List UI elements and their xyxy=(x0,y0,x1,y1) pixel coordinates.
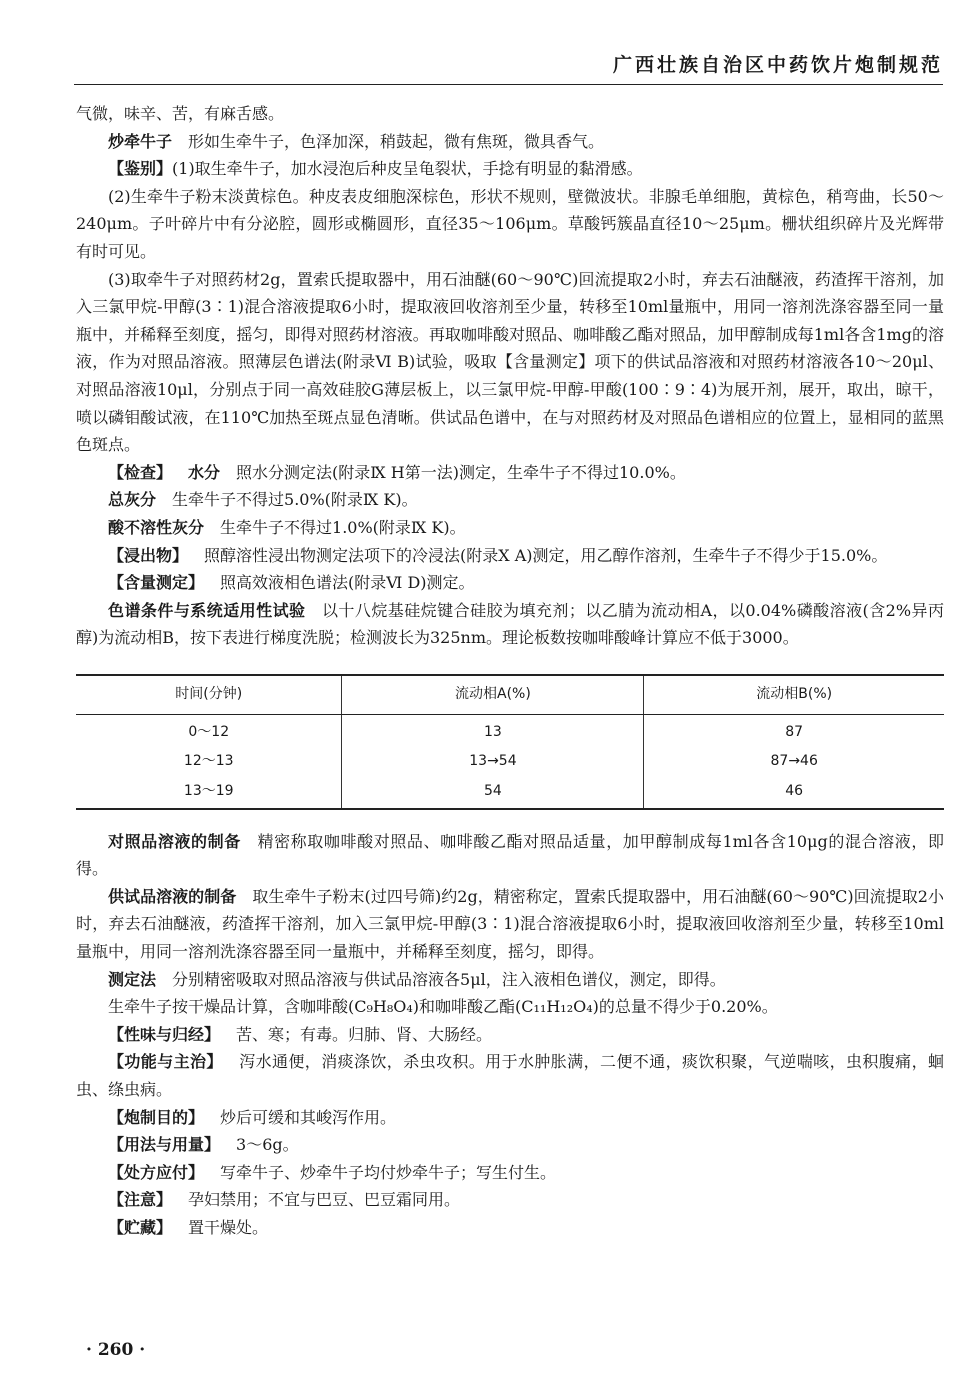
text-zhuyi: 孕妇禁用；不宜与巴豆、巴豆霜同用。 xyxy=(188,1190,461,1210)
heading-hanliang: 【含量测定】 xyxy=(108,573,205,593)
paragraph-zhuyi xyxy=(76,1186,944,1214)
text-cedingfa: 分别精密吸取对照品溶液与供试品溶液各5μl，注入液相色谱仪，测定，即得。 xyxy=(172,969,726,989)
text-hanliang: 照高效液相色谱法(附录Ⅵ D)测定。 xyxy=(220,573,475,593)
heading-xingwei: 【性味与归经】 xyxy=(108,1024,221,1044)
heading-gongneng: 【功能与主治】 xyxy=(108,1052,223,1072)
paragraph-intro: 气微，味辛、苦，有麻舌感。 xyxy=(76,104,285,123)
text-sepu: 以十八烷基硅烷键合硅胶为填充剂；以乙腈为流动相A，以0.04%磷酸溶液(含2%异丙醇)为流动相B，按下表进行梯度洗脱；检测波长为325nm。理论板数按咖啡酸峰计算应不低于3000。 xyxy=(76,600,944,648)
heading-duizhao: 对照品溶液的制备 xyxy=(108,831,241,851)
cell-phase-b: 87 xyxy=(644,714,944,747)
paragraph-chao xyxy=(76,128,944,156)
heading-sepu: 色谱条件与系统适用性试验 xyxy=(108,600,306,620)
paragraph-gongshi xyxy=(76,883,944,966)
paragraph-yongfa xyxy=(76,1131,944,1159)
text-zonghui: 生牵牛子不得过5.0%(附录Ⅸ K)。 xyxy=(172,490,418,510)
heading-jinchu: 【浸出物】 xyxy=(108,545,189,565)
text-jianbie-1: (1)取生牵牛子，加水浸泡后种皮呈龟裂状，手捻有明显的黏滑感。 xyxy=(172,159,643,179)
paragraph-gongneng xyxy=(76,1048,944,1103)
paragraph-paozhi xyxy=(76,1104,944,1132)
paragraph-jianbie-2: (2)生牵牛子粉末淡黄棕色。种皮表皮细胞深棕色，形状不规则，壁微波状。非腺毛单细胞，黄棕色，稍弯曲，长50～240μm。子叶碎片中有分泌腔，圆形或椭圆形，直径35～106μm。草酸钙簇晶直径10～25μm。栅状组织碎片及光辉带有时可见。 xyxy=(76,186,944,261)
paragraph-jianbie-1 xyxy=(76,155,944,183)
paragraph-ganzao: 生牵牛子按干燥品计算，含咖啡酸(C₉H₈O₄)和咖啡酸乙酯(C₁₁H₁₂O₄)的总量不得少于0.20%。 xyxy=(108,997,778,1017)
table-row xyxy=(76,747,944,777)
header-time: 时间(分钟) xyxy=(76,675,342,715)
text-yongfa: 3～6g。 xyxy=(236,1135,299,1155)
gradient-table xyxy=(76,674,944,810)
heading-suanbu: 酸不溶性灰分 xyxy=(108,517,205,537)
cell-phase-a: 13 xyxy=(342,714,644,747)
paragraph-jianbie-3: (3)取牵牛子对照药材2g，置索氏提取器中，用石油醚(60～90℃)回流提取2小时，弃去石油醚液，药渣挥干溶剂，加入三氯甲烷-甲醇(3∶1)混合溶液提取6小时，提取液回收溶剂至少量，转移至10ml量瓶中，用同一溶剂洗涤容器至同一量瓶中，并稀释至刻度，摇匀，即得对照药材溶液。再取咖啡酸对照品、咖啡酸乙酯对照品，加甲醇制成每1ml各含1mg的溶液，作为对照品溶液。照薄层色谱法(附录Ⅵ B)试验，吸取【含量测定】项下的供试品溶液和对照药材溶液各10～20μl、对照品溶液10μl，分别点于同一高效硅胶G薄层板上，以三氯甲烷-甲醇-甲酸(100∶9∶4)为展开剂，展开，取出，晾干，喷以磷钼酸试液，在110℃加热至斑点显色清晰。供试品色谱中，在与对照药材及对照品色谱相应的位置上，显相同的蓝黑色斑点。 xyxy=(76,269,944,455)
paragraph-hanliang xyxy=(76,569,944,597)
paragraph-zonghui xyxy=(76,486,944,514)
text-gongneng: 泻水通便，消痰涤饮，杀虫攻积。用于水肿胀满，二便不通，痰饮积聚，气逆喘咳，虫积腹痛，蛔虫、绦虫病。 xyxy=(76,1052,944,1099)
heading-cedingfa: 测定法 xyxy=(108,969,157,989)
cell-time: 0～12 xyxy=(188,723,230,740)
cell-time: 13～19 xyxy=(76,777,342,809)
heading-jiancha: 【检查】 xyxy=(108,462,173,482)
text-duizhao: 精密称取咖啡酸对照品、咖啡酸乙酯对照品适量，加甲醇制成每1ml各含10μg的混合溶液，即得。 xyxy=(76,831,944,879)
header-phase-b: 流动相B(%) xyxy=(644,675,944,715)
paragraph-jinchu xyxy=(76,542,944,570)
text-shuifen: 照水分测定法(附录Ⅸ H第一法)测定，生牵牛子不得过10.0%。 xyxy=(236,462,686,482)
table-row xyxy=(76,714,944,747)
header-phase-a: 流动相A(%) xyxy=(342,675,644,715)
paragraph-duizhao xyxy=(76,828,944,883)
page-number: · 260 · xyxy=(86,1340,146,1360)
paragraph-xingwei xyxy=(76,1021,944,1049)
paragraph-sepu xyxy=(76,597,944,652)
text-paozhi: 炒后可缓和其峻泻作用。 xyxy=(220,1107,397,1127)
table-header-row xyxy=(76,675,944,715)
heading-jianbie: 【鉴别】 xyxy=(108,159,173,179)
paragraph-shuifen xyxy=(76,459,944,487)
paragraph-cedingfa xyxy=(76,966,944,994)
heading-gongshi: 供试品溶液的制备 xyxy=(108,886,237,906)
text-zhucang: 置干燥处。 xyxy=(188,1217,269,1237)
heading-shuifen: 水分 xyxy=(188,462,221,482)
cell-time: 12～13 xyxy=(183,753,234,770)
page-body xyxy=(76,100,944,1242)
cell-phase-b: 46 xyxy=(644,777,944,809)
text-chufang: 写牵牛子、炒牵牛子均付炒牵牛子；写生付生。 xyxy=(220,1162,557,1182)
cell-phase-a: 54 xyxy=(342,777,644,809)
paragraph-zhucang xyxy=(76,1214,944,1242)
text-chao: 形如生牵牛子，色泽加深，稍鼓起，微有焦斑，微具香气。 xyxy=(188,131,605,151)
text-suanbu: 生牵牛子不得过1.0%(附录Ⅸ K)。 xyxy=(220,517,466,537)
text-gongshi: 取生牵牛子粉末(过四号筛)约2g，精密称定，置索氏提取器中，用石油醚(60～90℃)回流提取2小时，弃去石油醚液，药渣挥干溶剂，加入三氯甲烷-甲醇(3∶1)混合溶液提取6小时，提取液回收溶剂至少量，转移至10ml量瓶中，用同一溶剂洗涤容器至同一量瓶中，并稀释至刻度，摇匀，即得。 xyxy=(76,886,944,962)
header-rule xyxy=(74,84,943,85)
table-row xyxy=(76,777,944,809)
paragraph-chufang xyxy=(76,1159,944,1187)
heading-zhuyi: 【注意】 xyxy=(108,1190,173,1210)
heading-chao: 炒牵牛子 xyxy=(108,131,173,151)
heading-chufang: 【处方应付】 xyxy=(108,1162,205,1182)
running-header: 广西壮族自治区中药饮片炮制规范 xyxy=(612,54,943,76)
heading-paozhi: 【炮制目的】 xyxy=(108,1107,205,1127)
text-xingwei: 苦、寒；有毒。归肺、肾、大肠经。 xyxy=(236,1024,493,1044)
heading-zhucang: 【贮藏】 xyxy=(108,1217,173,1237)
text-jinchu: 照醇溶性浸出物测定法项下的冷浸法(附录Ⅹ A)测定，用乙醇作溶剂，生牵牛子不得少于15.0%。 xyxy=(204,545,888,565)
heading-zonghui: 总灰分 xyxy=(108,490,157,510)
paragraph-suanbu xyxy=(76,514,944,542)
cell-phase-a: 13→54 xyxy=(342,747,644,777)
heading-yongfa: 【用法与用量】 xyxy=(108,1135,221,1155)
cell-phase-b: 87→46 xyxy=(644,747,944,777)
